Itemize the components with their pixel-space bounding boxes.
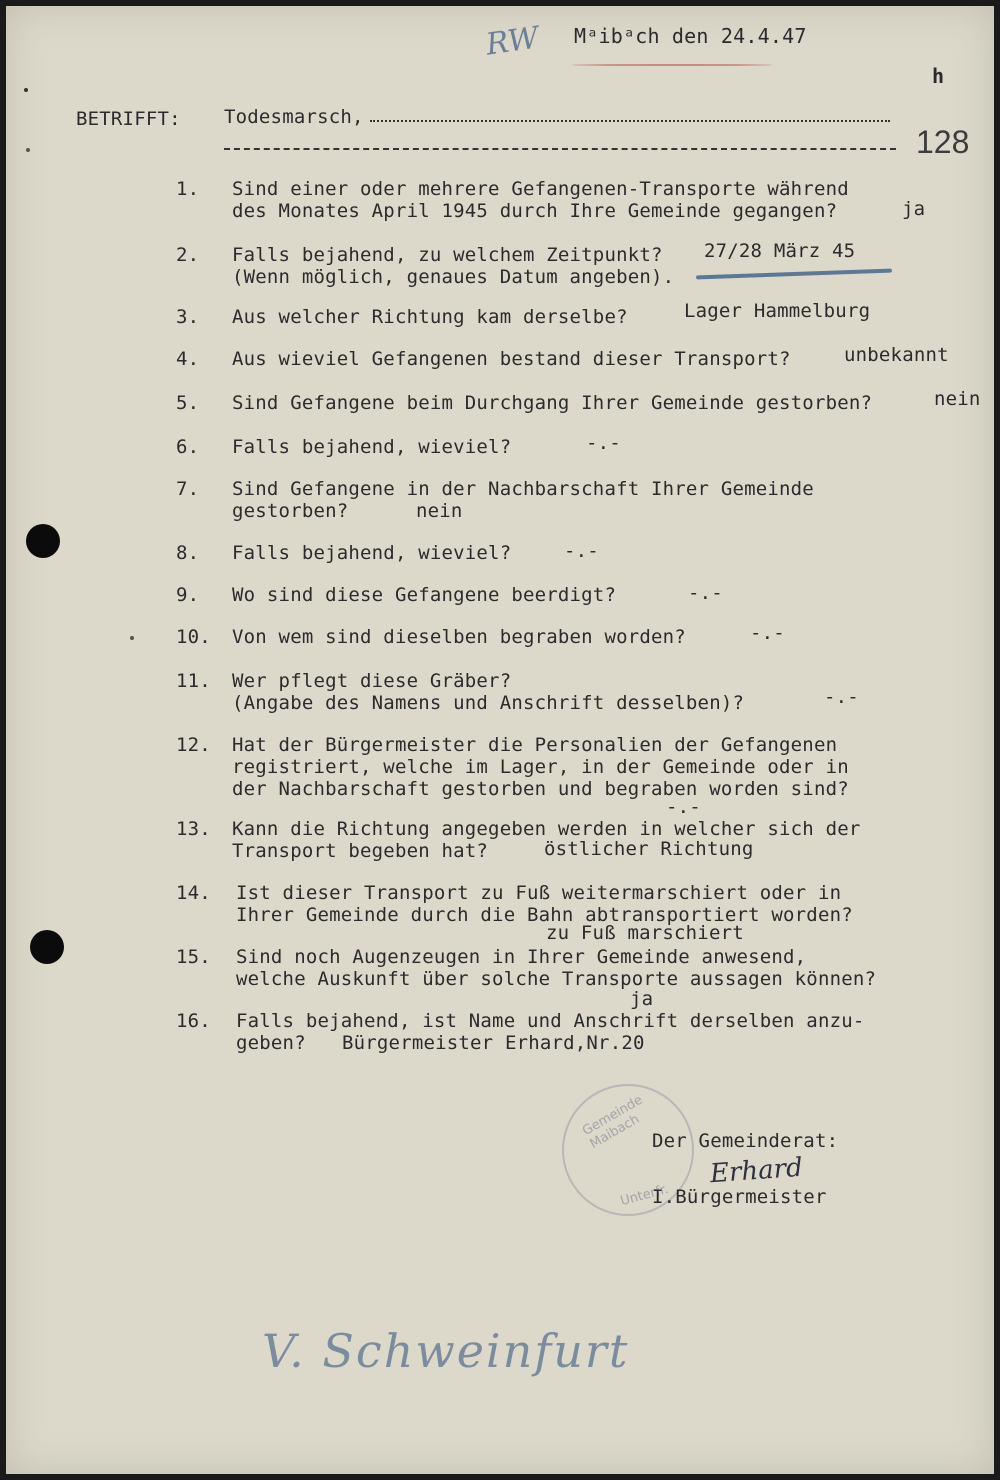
stamp-text-top: Gemeinde Maibach <box>580 1092 646 1152</box>
question-text: Hat der Bürgermeister die Personalien der Gefangenen <box>232 734 838 756</box>
question-number: 3. <box>176 306 200 328</box>
question-number: 15. <box>176 946 211 968</box>
question-text: der Nachbarschaft gestorben und begraben worden sind? <box>232 778 849 800</box>
question-answer: -.- <box>750 622 785 644</box>
question-text: Falls bejahend, wieviel? <box>232 542 512 564</box>
place-date: Mᵃibᵃch den 24.4.47 <box>574 24 807 48</box>
question-number: 4. <box>176 348 200 370</box>
subject-dashed-line <box>224 148 896 150</box>
question-text: welche Auskunft über solche Transporte aussagen können? <box>236 968 877 990</box>
question-text: Von wem sind dieselben begraben worden? <box>232 626 686 648</box>
question-number: 6. <box>176 436 200 458</box>
initials-mark: RW <box>483 20 541 63</box>
question-answer: 27/28 März 45 <box>704 240 856 262</box>
question-number: 14. <box>176 882 211 904</box>
question-answer: -.- <box>824 686 859 708</box>
question-text: Falls bejahend, wieviel? <box>232 436 512 458</box>
question-text: Wer pflegt diese Gräber? <box>232 670 512 692</box>
question-text: Transport begeben hat? <box>232 840 489 862</box>
punch-hole-top <box>26 524 60 558</box>
subject-label: BETRIFFT: <box>76 108 181 130</box>
question-answer: zu Fuß marschiert <box>546 922 744 944</box>
question-text: (Wenn möglich, genaues Datum angeben). <box>232 266 675 288</box>
question-number: 2. <box>176 244 200 266</box>
question-number: 5. <box>176 392 200 414</box>
question-number: 13. <box>176 818 211 840</box>
question-text: Ihrer Gemeinde durch die Bahn abtransportiert worden? <box>236 904 853 926</box>
question-number: 10. <box>176 626 211 648</box>
question-number: 12. <box>176 734 211 756</box>
stamp-text-bottom: Unterfr. <box>618 1181 671 1210</box>
question-answer: -.- <box>586 432 621 454</box>
question-answer: Lager Hammelburg <box>684 300 871 322</box>
question-text: registriert, welche im Lager, in der Gemeinde oder in <box>232 756 849 778</box>
subject-value: Todesmarsch, <box>224 106 364 128</box>
question-text: Sind Gefangene beim Durchgang Ihrer Gemeinde gestorben? <box>232 392 873 414</box>
question-answer: unbekannt <box>844 344 949 366</box>
question-text: (Angabe des Namens und Anschrift desselben)? <box>232 692 745 714</box>
question-answer: -.- <box>688 582 723 604</box>
question-answer: -.- <box>564 540 599 562</box>
speck <box>24 88 28 92</box>
pencil-note: V. Schweinfurt <box>262 1324 630 1378</box>
council-label: Der Gemeinderat: <box>652 1130 839 1152</box>
question-answer: ja <box>630 988 654 1010</box>
question-answer: östlicher Richtung <box>544 838 754 860</box>
question-text: Falls bejahend, zu welchem Zeitpunkt? <box>232 244 663 266</box>
question-answer: nein <box>934 388 981 410</box>
question-text: Kann die Richtung angegeben werden in welcher sich der <box>232 818 861 840</box>
question-number: 1. <box>176 178 200 200</box>
question-number: 16. <box>176 1010 211 1032</box>
question-text: des Monates April 1945 durch Ihre Gemeinde gegangen? <box>232 200 838 222</box>
question-number: 9. <box>176 584 200 606</box>
punch-hole-bottom <box>30 930 64 964</box>
question-text: Ist dieser Transport zu Fuß weitermarschiert oder in <box>236 882 842 904</box>
page-number: 128 <box>916 124 970 160</box>
question-text: Aus wieviel Gefangenen bestand dieser Transport? <box>232 348 791 370</box>
red-underline <box>572 64 772 66</box>
question-answer: Bürgermeister Erhard,Nr.20 <box>342 1032 645 1054</box>
question-text: Falls bejahend, ist Name und Anschrift derselben anzu- <box>236 1010 865 1032</box>
question-number: 7. <box>176 478 200 500</box>
mayor-title: I.Bürgermeister <box>652 1186 827 1208</box>
document-page <box>6 6 994 1474</box>
speck <box>26 148 30 152</box>
question-number: 8. <box>176 542 200 564</box>
blue-pencil-stroke <box>696 269 892 280</box>
question-text: Sind noch Augenzeugen in Ihrer Gemeinde anwesend, <box>236 946 807 968</box>
question-text: gestorben? <box>232 500 349 522</box>
question-text: Wo sind diese Gefangene beerdigt? <box>232 584 617 606</box>
question-answer: -.- <box>666 796 701 818</box>
question-text: Sind einer oder mehrere Gefangenen-Transporte während <box>232 178 849 200</box>
question-text: geben? <box>236 1032 306 1054</box>
question-text: Aus welcher Richtung kam derselbe? <box>232 306 628 328</box>
corner-mark: h <box>932 64 945 88</box>
question-answer: ja <box>902 198 926 220</box>
speck <box>130 636 134 640</box>
subject-dotted-line <box>370 120 890 122</box>
question-text: Sind Gefangene in der Nachbarschaft Ihrer Gemeinde <box>232 478 814 500</box>
handwritten-signature: Erhard <box>709 1152 804 1190</box>
question-answer: nein <box>416 500 463 522</box>
question-number: 11. <box>176 670 211 692</box>
